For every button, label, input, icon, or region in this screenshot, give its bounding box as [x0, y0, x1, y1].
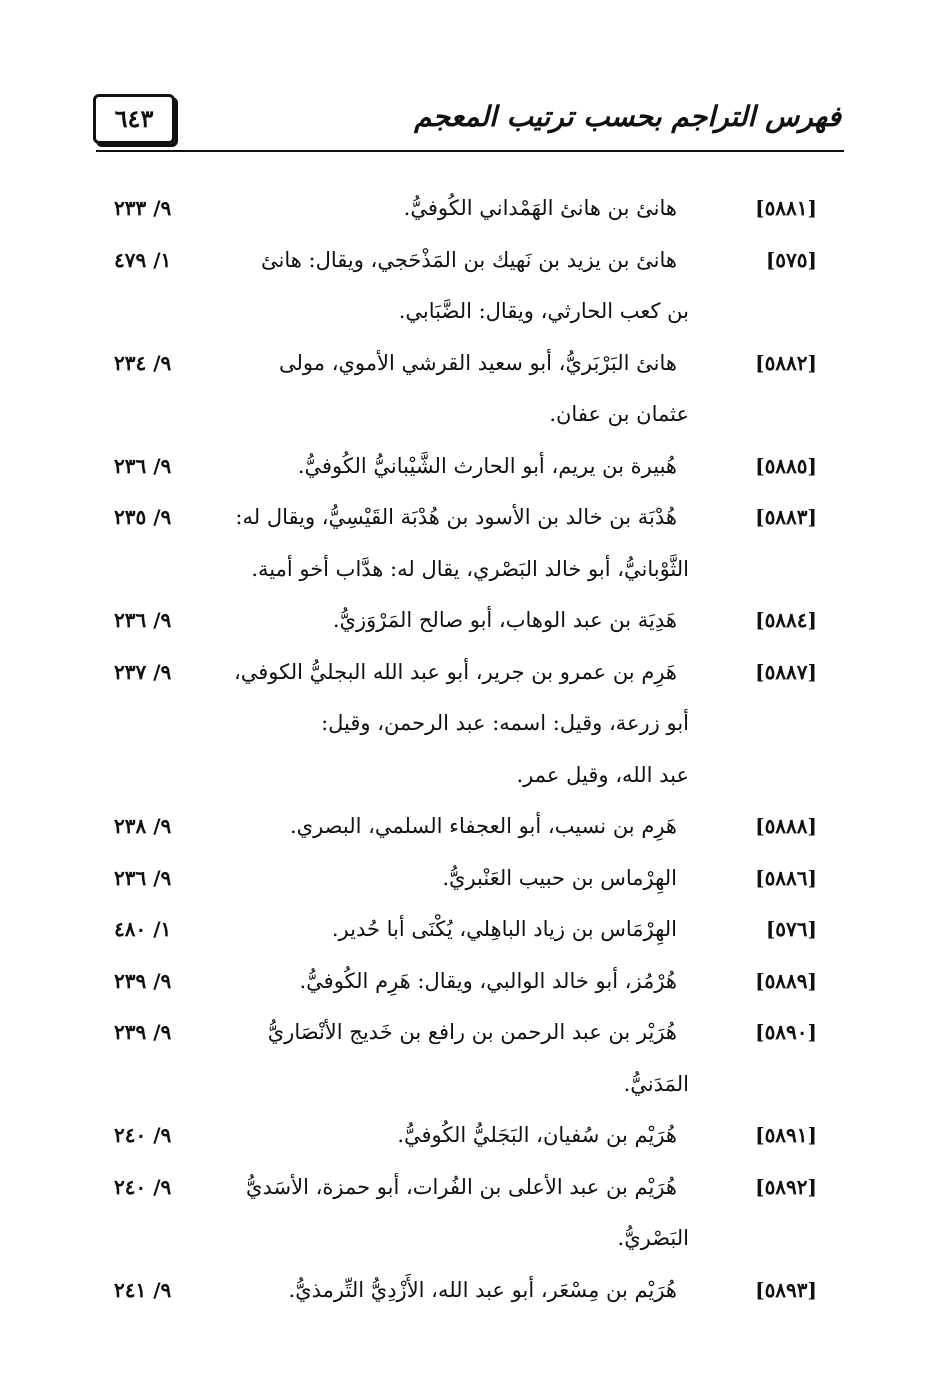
entry-first-line: [0, 240, 939, 280]
entry-volume-page-ref: ٩/ ٢٣٩: [114, 969, 172, 993]
entry-continuation-line: [0, 1064, 939, 1104]
entry-number: [٥٧٦]: [765, 917, 817, 941]
entry-number: [٥٨٨٧]: [755, 660, 817, 684]
entry-volume-page-ref: ٩/ ٢٣٩: [114, 1020, 172, 1044]
entry-first-line: [0, 652, 939, 692]
entry-continuation-line: [0, 394, 939, 434]
entry-name-text: هُرْمُز، أبو خالد الوالبي، ويقال: هَرِم الكُوفيُّ.: [299, 969, 677, 993]
entry-volume-page-ref: ١/ ٤٧٩: [114, 248, 172, 272]
entry-name-text: البَصْريُّ.: [617, 1226, 689, 1250]
entry-first-line: [0, 446, 939, 486]
entry-number: [٥٨٩٣]: [755, 1278, 817, 1302]
entry-continuation-line: [0, 703, 939, 743]
entry-name-text: هانئ البَرْبَريُّ، أبو سعيد القرشي الأموي، مولى: [279, 351, 677, 375]
entry-number: [٥٨٩٢]: [755, 1175, 817, 1199]
entry-first-line: [0, 188, 939, 228]
entry-first-line: [0, 806, 939, 846]
entry-name-text: هُبيرة بن يريم، أبو الحارث الشَّيْبانيُّ الكُوفيُّ.: [297, 454, 677, 478]
entry-volume-page-ref: ٩/ ٢٣٤: [114, 351, 172, 375]
entry-name-text: هانئ بن يزيد بن نَهيك بن المَذْحَجي، ويقال: هانئ: [261, 248, 677, 272]
entry-first-line: [0, 1012, 939, 1052]
entry-number: [٥٨٨١]: [755, 196, 817, 220]
entry-first-line: [0, 343, 939, 383]
entry-number: [٥٨٨٤]: [755, 608, 817, 632]
entry-first-line: [0, 1115, 939, 1155]
entry-name-text: المَدَنيُّ.: [623, 1072, 689, 1096]
entry-name-text: الهِرْماس بن حبيب العَنْبريُّ.: [442, 866, 677, 890]
entry-name-text: الهِرْمَاس بن زياد الباهِلي، يُكْنَى أبا حُدير.: [331, 917, 677, 941]
entry-first-line: [0, 858, 939, 898]
entry-name-text: هُرَيْم بن عبد الأعلى بن الفُرات، أبو حمزة، الأسَديُّ: [246, 1175, 677, 1199]
entry-continuation-line: [0, 1218, 939, 1258]
entry-name-text: عبد الله، وقيل عمر.: [516, 763, 689, 787]
entry-first-line: [0, 1270, 939, 1310]
entry-name-text: هُرَيْم بن مِسْعَر، أبو عبد الله، الأَزْدِيُّ التِّرمذيُّ.: [288, 1278, 677, 1302]
entry-name-text: بن كعب الحارثي، ويقال: الضَّبَابي.: [398, 299, 689, 323]
entry-continuation-line: [0, 549, 939, 589]
entry-continuation-line: [0, 755, 939, 795]
entry-number: [٥٨٩٠]: [755, 1020, 817, 1044]
entry-volume-page-ref: ٩/ ٢٣٧: [114, 660, 172, 684]
entry-first-line: [0, 497, 939, 537]
entry-number: [٥٨٨٦]: [755, 866, 817, 890]
entry-name-text: هُدْبَة بن خالد بن الأسود بن هُدْبَة القَيْسِيُّ، ويقال له:: [235, 505, 677, 529]
entry-number: [٥٨٨٢]: [755, 351, 817, 375]
entry-name-text: هَرِم بن عمرو بن جرير، أبو عبد الله البجليُّ الكوفي،: [233, 660, 677, 684]
entry-number: [٥٨٨٣]: [755, 505, 817, 529]
entry-name-text: هَدِيَة بن عبد الوهاب، أبو صالح المَرْوَزيُّ.: [332, 608, 677, 632]
entry-first-line: [0, 1167, 939, 1207]
entry-continuation-line: [0, 291, 939, 331]
entry-volume-page-ref: ٩/ ٢٣٦: [114, 454, 172, 478]
entry-volume-page-ref: ٩/ ٢٣٦: [114, 608, 172, 632]
entry-number: [٥٧٥]: [765, 248, 817, 272]
entry-number: [٥٨٨٥]: [755, 454, 817, 478]
entry-name-text: عثمان بن عفان.: [549, 402, 689, 426]
entry-volume-page-ref: ١/ ٤٨٠: [114, 917, 172, 941]
entry-first-line: [0, 961, 939, 1001]
entry-volume-page-ref: ٩/ ٢٣٥: [114, 505, 172, 529]
entry-volume-page-ref: ٩/ ٢٤٠: [114, 1175, 172, 1199]
entry-volume-page-ref: ٩/ ٢٣٣: [114, 196, 172, 220]
entry-name-text: هُرَيْم بن سُفيان، البَجَليُّ الكُوفيُّ.: [397, 1123, 677, 1147]
entry-volume-page-ref: ٩/ ٢٣٨: [114, 814, 172, 838]
entry-number: [٥٨٨٨]: [755, 814, 817, 838]
entry-name-text: هانئ بن هانئ الهَمْداني الكُوفيُّ.: [403, 196, 677, 220]
entry-first-line: [0, 909, 939, 949]
entry-first-line: [0, 600, 939, 640]
page-number: ٦٤٣: [93, 94, 175, 144]
entry-name-text: الثَّوْبانيُّ، أبو خالد البَصْري، يقال له: هدَّاب أخو أمية.: [251, 557, 689, 581]
entry-name-text: هَرِم بن نسيب، أبو العجفاء السلمي، البصري.: [289, 814, 677, 838]
entry-name-text: أبو زرعة، وقيل: اسمه: عبد الرحمن، وقيل:: [321, 711, 689, 735]
entry-number: [٥٨٩١]: [755, 1123, 817, 1147]
running-title: فهرس التراجم بحسب ترتيب المعجم: [414, 100, 841, 133]
entry-volume-page-ref: ٩/ ٢٣٦: [114, 866, 172, 890]
entry-volume-page-ref: ٩/ ٢٤١: [114, 1278, 172, 1302]
entry-volume-page-ref: ٩/ ٢٤٠: [114, 1123, 172, 1147]
entry-number: [٥٨٨٩]: [755, 969, 817, 993]
entry-name-text: هُرَيْر بن عبد الرحمن بن رافع بن خَديج الأنْصَاريُّ: [267, 1020, 677, 1044]
